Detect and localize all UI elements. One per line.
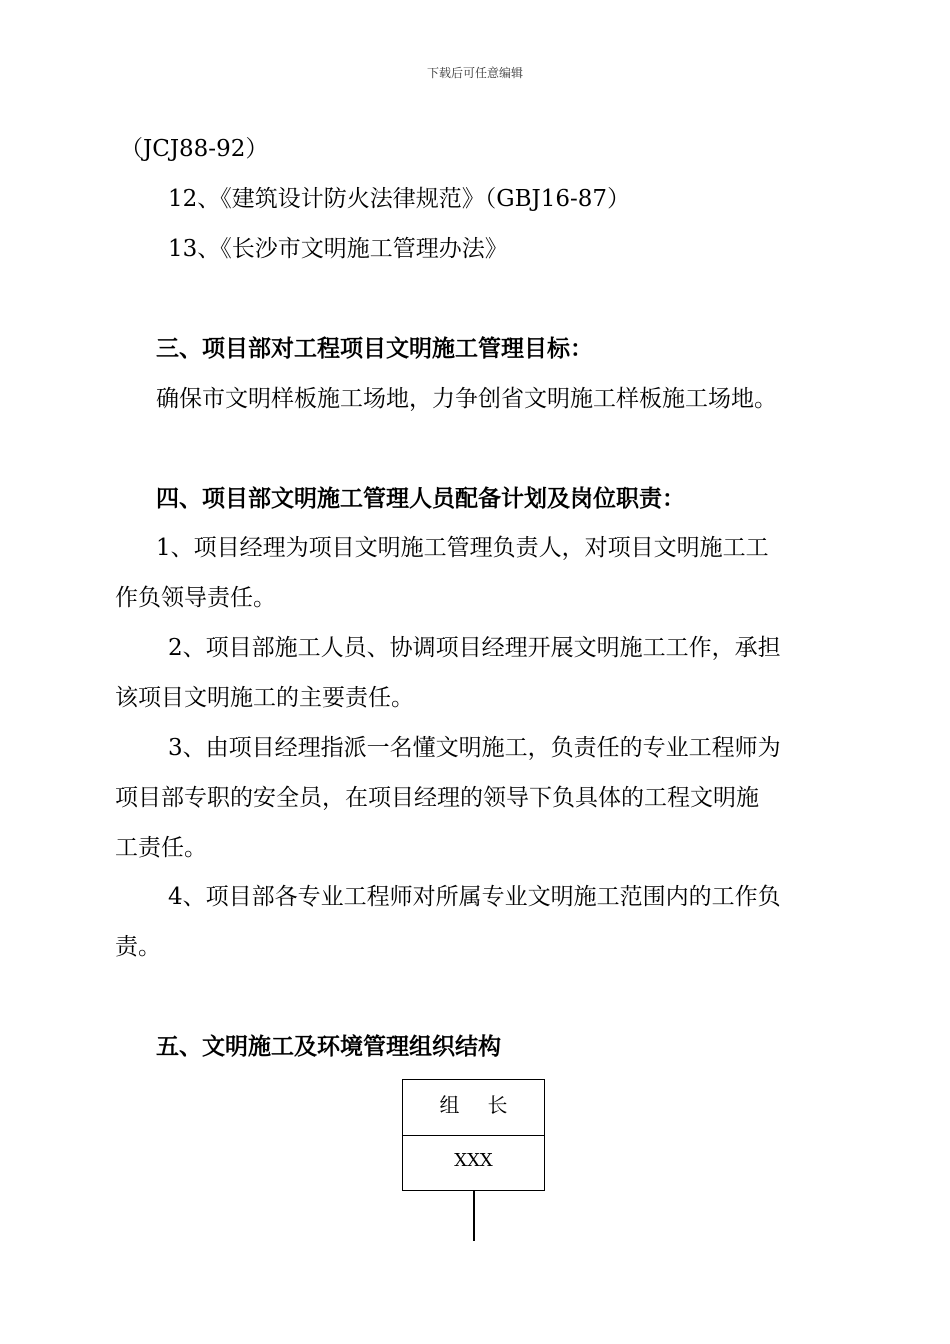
org-chart-connector-line xyxy=(473,1191,475,1241)
duty-2-line-2: 该项目文明施工的主要责任。 xyxy=(115,685,414,711)
standard-ref-12: 12、《建筑设计防火法律规范》（GBJ16-87） xyxy=(168,186,631,212)
duty-2-line-1: 2、项目部施工人员、协调项目经理开展文明施工工作，承担 xyxy=(168,635,781,661)
org-chart-leader-role: 组长 xyxy=(403,1080,544,1136)
duty-4-line-2: 责。 xyxy=(115,934,161,960)
page-header: 下载后可任意编辑 xyxy=(426,66,523,80)
standard-ref-continuation: （JCJ88-92） xyxy=(120,136,269,162)
section-3-body: 确保市文明样板施工场地，力争创省文明施工样板施工场地。 xyxy=(156,386,777,412)
duty-3-line-1: 3、由项目经理指派一名懂文明施工，负责任的专业工程师为 xyxy=(168,735,781,761)
duty-1-line-1: 1、项目经理为项目文明施工管理负责人，对项目文明施工工 xyxy=(156,535,769,561)
section-5-title: 五、文明施工及环境管理组织结构 xyxy=(156,1034,501,1060)
duty-1-line-2: 作负领导责任。 xyxy=(115,585,276,611)
duty-3-line-3: 工责任。 xyxy=(115,835,207,861)
section-4-title: 四、项目部文明施工管理人员配备计划及岗位职责： xyxy=(156,486,685,512)
org-chart-leader-name: XXX xyxy=(454,1150,493,1171)
duty-3-line-2: 项目部专职的安全员，在项目经理的领导下负具体的工程文明施 xyxy=(115,785,759,811)
section-3-title: 三、项目部对工程项目文明施工管理目标： xyxy=(156,336,593,362)
org-chart-leader-box xyxy=(402,1079,545,1191)
standard-ref-13: 13、《长沙市文明施工管理办法》 xyxy=(168,236,508,262)
duty-4-line-1: 4、项目部各专业工程师对所属专业文明施工范围内的工作负 xyxy=(168,884,781,910)
